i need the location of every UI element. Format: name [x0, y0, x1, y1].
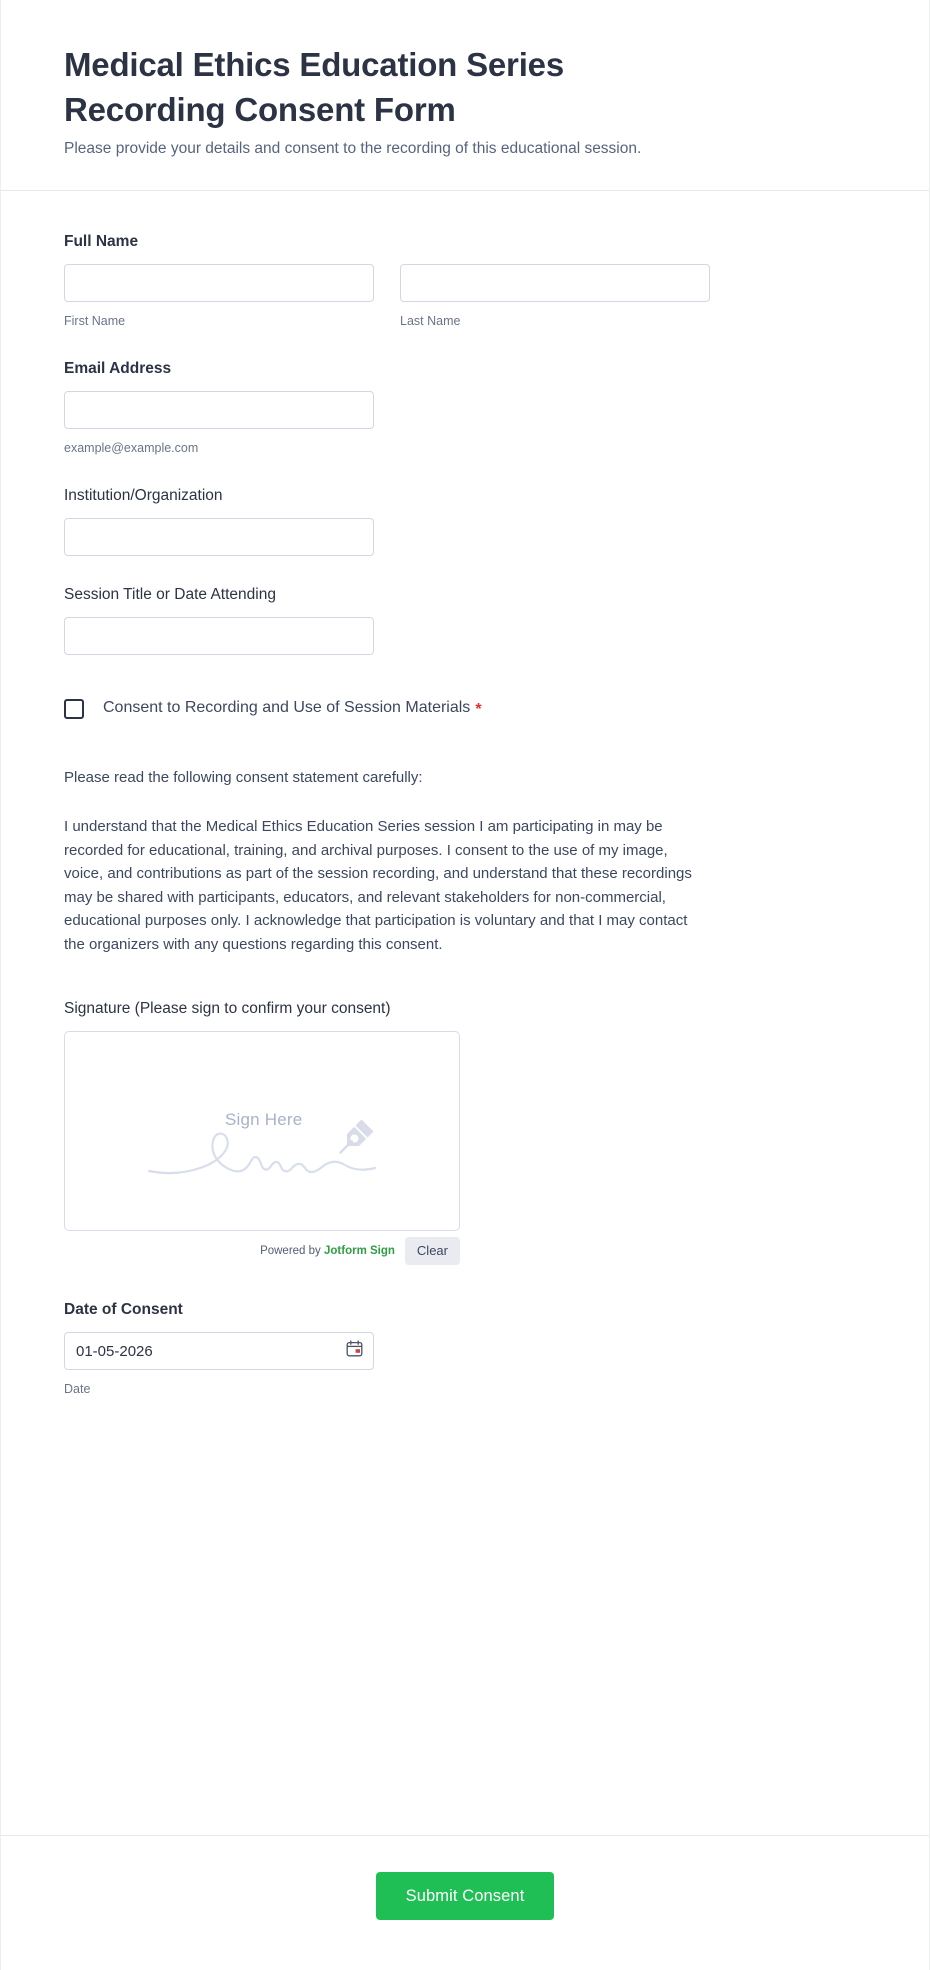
- page-subtitle: Please provide your details and consent to the recording of this educational session.: [64, 140, 642, 157]
- field-signature: [64, 998, 866, 1265]
- consent-checkbox[interactable]: [64, 699, 84, 719]
- institution-input[interactable]: [64, 518, 374, 556]
- first-name-input[interactable]: [64, 264, 374, 302]
- date-input-wrapper: [64, 1332, 374, 1370]
- consent-checkbox-label-text: Consent to Recording and Use of Session Materials: [103, 699, 471, 716]
- signature-label: Signature (Please sign to confirm your consent): [64, 1000, 391, 1017]
- email-sublabel: example@example.com: [64, 441, 199, 455]
- powered-by-brand: Jotform Sign: [324, 1245, 395, 1257]
- date-of-consent-sublabel: Date: [64, 1382, 91, 1396]
- submit-consent-button[interactable]: Submit Consent: [376, 1872, 554, 1920]
- powered-by-prefix: Powered by: [260, 1245, 321, 1257]
- page-title: Medical Ethics Education Series Recording Consent Form: [64, 46, 564, 128]
- last-name-group: [400, 264, 710, 330]
- session-title-input[interactable]: [64, 617, 374, 655]
- full-name-label: Full Name: [64, 233, 139, 250]
- required-asterisk: *: [475, 701, 482, 718]
- sign-here-placeholder: Sign Here: [225, 1110, 303, 1129]
- date-of-consent-input[interactable]: [64, 1332, 374, 1370]
- last-name-sublabel: Last Name: [400, 314, 461, 328]
- form-header: [0, 0, 930, 191]
- form-footer: [0, 1835, 930, 1970]
- consent-checkbox-row[interactable]: [64, 697, 866, 721]
- full-name-row: [64, 264, 866, 330]
- consent-checkbox-label: [103, 697, 482, 721]
- consent-statement-body: I understand that the Medical Ethics Education Series session I am participating in may be recorded for educational, training, and archival purposes. I consent to the use of my image, voice, and contributions as part of the session recording, and understand that these recordings may be shared with participants, educators, and relevant stakeholders for non-commercial, educational purposes only. I acknowledge that participation is voluntary and that I may contact the organizers with any questions regarding this consent.: [64, 818, 692, 953]
- field-session-title: [64, 584, 866, 655]
- form-body: [0, 191, 930, 1835]
- signature-footer: [64, 1237, 460, 1265]
- field-full-name: [64, 231, 866, 330]
- session-title-label: Session Title or Date Attending: [64, 586, 276, 603]
- first-name-sublabel: First Name: [64, 314, 126, 328]
- date-of-consent-label: Date of Consent: [64, 1301, 183, 1318]
- powered-by-label: [260, 1245, 395, 1257]
- field-date-of-consent: [64, 1299, 866, 1398]
- clear-signature-button[interactable]: Clear: [405, 1237, 460, 1265]
- field-institution: [64, 485, 866, 556]
- field-email: [64, 358, 866, 457]
- email-label: Email Address: [64, 360, 172, 377]
- institution-label: Institution/Organization: [64, 487, 223, 504]
- last-name-input[interactable]: [400, 264, 710, 302]
- page-left-rule: [0, 0, 1, 1970]
- pen-nib-icon: [337, 1110, 383, 1161]
- consent-statement-lead: Please read the following consent statement carefully:: [64, 769, 423, 786]
- signature-pad[interactable]: [64, 1031, 460, 1231]
- email-input[interactable]: [64, 391, 374, 429]
- first-name-group: [64, 264, 374, 330]
